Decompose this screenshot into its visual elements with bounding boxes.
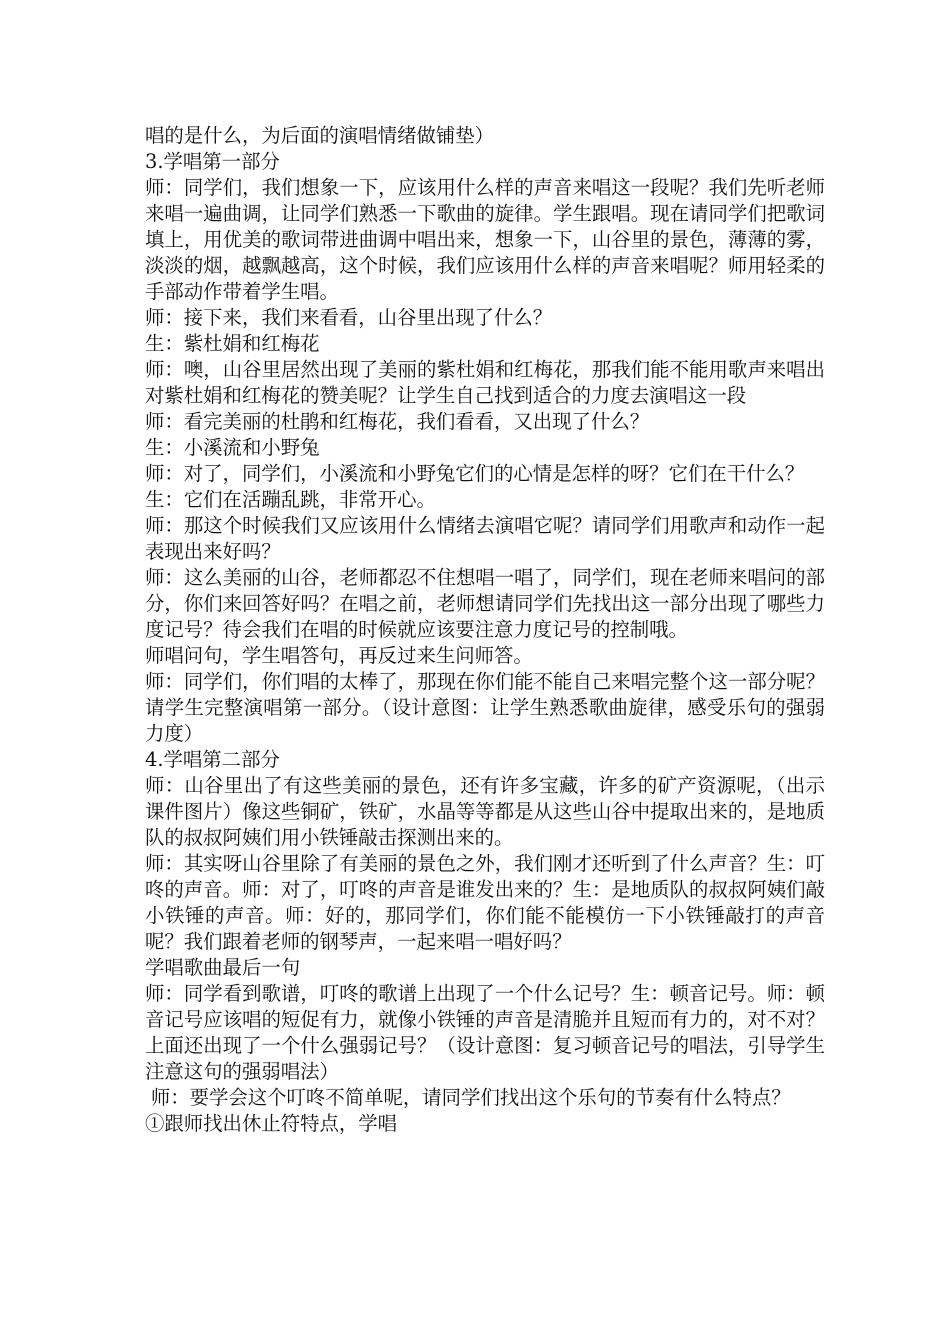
- paragraph-teacher-flowers: 师：噢，山谷里居然出现了美丽的紫杜娟和红梅花，那我们能不能用歌声来唱出对紫杜娟和红梅花的赞美呢？让学生自己找到适合的力度去演唱这一段: [145, 358, 825, 407]
- paragraph-teacher-dingdong: 师：其实呀山谷里除了有美丽的景色之外，我们刚才还听到了什么声音？生：叮咚的声音。师：对了，叮咚的声音是谁发出来的？生：是地质队的叔叔阿姨们敲小铁锤的声音。师：好的，那同学们，你们能不能模仿一下小铁锤敲打的声音呢？我们跟着老师的钢琴声，一起来唱一唱好吗？: [145, 852, 825, 953]
- paragraph-intro-continuation: 唱的是什么，为后面的演唱情绪做铺垫）: [145, 124, 495, 147]
- document-page: [145, 123, 825, 1137]
- paragraph-teacher-whole-part: 师：同学们，你们唱的太棒了，那现在你们能不能自己来唱完整个这一部分呢？请学生完整演唱第一部分。（设计意图：让学生熟悉歌曲旋律，感受乐句的强弱力度）: [145, 670, 825, 745]
- paragraph-teacher-treasure: 师：山谷里出了有这些美丽的景色，还有许多宝藏，许多的矿产资源呢，（出示课件图片）像这些铜矿，铁矿，水晶等等都是从这些山谷中提取出来的，是地质队的叔叔阿姨们用小铁锤敲击探测出来的。: [145, 774, 825, 849]
- paragraph-teacher-after-flowers: 师：看完美丽的杜鹃和红梅花，我们看看，又出现了什么？: [145, 410, 650, 433]
- section-heading-part-two: 4.学唱第二部分: [145, 748, 280, 771]
- paragraph-call-response: 师唱问句，学生唱答句，再反过来生问师答。: [145, 644, 533, 667]
- paragraph-teacher-next: 师：接下来，我们来看看，山谷里出现了什么？: [145, 306, 553, 329]
- paragraph-teacher-rhythm: 师：要学会这个叮咚不简单呢，请同学们找出这个乐句的节奏有什么特点？: [150, 1086, 791, 1109]
- paragraph-teacher-dynamics: 师：这么美丽的山谷，老师都忍不住想唱一唱了，同学们，现在老师来唱问的部分，你们来回答好吗？在唱之前，老师想请同学们先找出这一部分出现了哪些力度记号？待会我们在唱的时候就应该要注意力度记号的控制哦。: [145, 566, 825, 641]
- paragraph-last-phrase: 学唱歌曲最后一句: [145, 956, 301, 979]
- paragraph-student-happy: 生：它们在活蹦乱跳，非常开心。: [145, 488, 436, 511]
- section-heading-part-one: 3.学唱第一部分: [145, 150, 280, 173]
- paragraph-student-flowers: 生：紫杜娟和红梅花: [145, 332, 320, 355]
- paragraph-teacher-staccato: 师：同学看到歌谱，叮咚的歌谱上出现了一个什么记号？生：顿音记号。师：顿音记号应该唱的短促有力，就像小铁锤的声音是清脆并且短而有力的，对不对？上面还出现了一个什么强弱记号？（设计意图：复习顿音记号的唱法，引导学生注意这句的强弱唱法）: [145, 982, 825, 1083]
- paragraph-teacher-imagine: 师：同学们，我们想象一下，应该用什么样的声音来唱这一段呢？我们先听老师来唱一遍曲调，让同学们熟悉一下歌曲的旋律。学生跟唱。现在请同学们把歌词填上，用优美的歌词带进曲调中唱出来，想象一下，山谷里的景色，薄薄的雾，淡淡的烟，越飘越高，这个时候，我们应该用什么样的声音来唱呢？师用轻柔的手部动作带着学生唱。: [145, 176, 825, 303]
- paragraph-teacher-emotion: 师：那这个时候我们又应该用什么情绪去演唱它呢？请同学们用歌声和动作一起表现出来好吗？: [145, 514, 825, 563]
- paragraph-student-stream: 生：小溪流和小野兔: [145, 436, 320, 459]
- paragraph-teacher-stream-mood: 师：对了，同学们，小溪流和小野兔它们的心情是怎样的呀？它们在干什么？: [145, 462, 805, 485]
- paragraph-step-one: ①跟师找出休止符特点，学唱: [145, 1112, 398, 1135]
